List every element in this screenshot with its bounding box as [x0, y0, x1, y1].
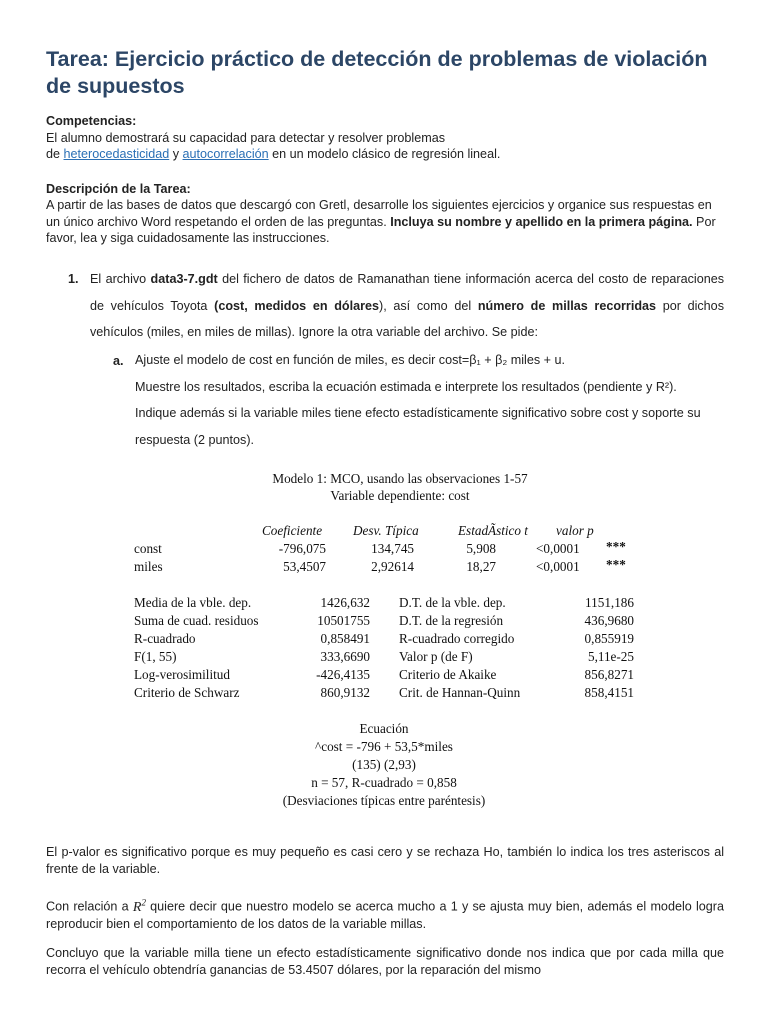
- stat-label: D.T. de la vble. dep.: [399, 595, 506, 610]
- answer-paragraph-2: [46, 894, 724, 933]
- answer-paragraph-3: Concluyo que la variable milla tiene un efecto estadísticamente significativo donde nos indica que por cada milla que recorra el vehículo obtendría ganancias de 53.4507 dólares, por la reparación del mismo: [46, 946, 724, 977]
- stat-value: 5,11e-25: [587, 649, 634, 664]
- descripcion-text2: Por favor, lea y siga cuidadosamente las instrucciones.: [46, 214, 716, 245]
- equation-note: (Desviaciones típicas entre paréntesis): [282, 793, 486, 808]
- stat-label: Criterio de Akaike: [399, 667, 497, 682]
- descripcion-bold: Incluya su nombre y apellido en la primera página.: [390, 214, 693, 229]
- stat-label: R-cuadrado corregido: [399, 631, 515, 646]
- link-autocorrelacion[interactable]: autocorrelación: [182, 147, 269, 161]
- equation-formula: ^cost = -796 + 53,5*miles: [315, 739, 453, 754]
- r-symbol: R: [132, 899, 142, 915]
- col-p: valor p: [556, 523, 594, 538]
- competencias-heading: Competencias:: [46, 114, 137, 128]
- answer2-post: quiere decir que nuestro modelo se acerca mucho a 1 y se ajusta muy bien, además el modelo logra reproducir bien el comportamiento de los datos de la variable millas.: [46, 899, 724, 932]
- row-t: 18,27: [466, 559, 496, 574]
- equation-se: (135) (2,93): [352, 757, 416, 772]
- answer2-pre: Con relación a: [46, 899, 133, 914]
- stat-value: 858,4151: [584, 685, 634, 700]
- competencias-post: en un modelo clásico de regresión lineal.: [268, 147, 501, 161]
- equation-label: Ecuación: [359, 721, 409, 736]
- q1-b1: data3-7.gdt: [150, 272, 218, 286]
- row-name: miles: [134, 559, 163, 574]
- q1-t2: del fichero de datos de Ramanathan tiene información acerca del costo de reparaciones de vehículos Toyota: [90, 272, 724, 313]
- stat-label: F(1, 55): [134, 649, 177, 664]
- stat-label: Criterio de Schwarz: [134, 685, 240, 700]
- row-p: <0,0001: [536, 541, 580, 556]
- descripcion-section: [46, 181, 724, 247]
- row-name: const: [134, 541, 162, 556]
- sub-a-line1: Ajuste el modelo de cost en función de miles, es decir cost=β₁ + β₂ miles + u.: [135, 353, 565, 367]
- stat-label: R-cuadrado: [134, 631, 196, 646]
- link-heterocedasticidad[interactable]: heterocedasticidad: [63, 147, 170, 161]
- equation-n: n = 57, R-cuadrado = 0,858: [311, 775, 457, 790]
- stat-value: 0,855919: [584, 631, 634, 646]
- descripcion-text1: A partir de las bases de datos que descargó con Gretl, desarrolle los siguientes ejercicios y organice sus respuestas en un único archivo Word respetando el orden de las preguntas.: [46, 198, 712, 229]
- stat-value: -426,4135: [316, 667, 370, 682]
- competencias-pre: de: [46, 147, 64, 161]
- stat-label: Valor p (de F): [399, 649, 473, 664]
- stat-value: 436,9680: [584, 613, 634, 628]
- stat-label: Crit. de Hannan-Quinn: [399, 685, 521, 700]
- stat-value: 856,8271: [584, 667, 634, 682]
- document-page: [46, 46, 724, 247]
- col-coef: Coeficiente: [262, 523, 323, 538]
- stat-value: 0,858491: [320, 631, 370, 646]
- row-coef: -796,075: [278, 541, 326, 556]
- equation-block: [184, 720, 584, 810]
- answer-paragraph-1: El p-valor es significativo porque es muy pequeño es casi cero y se rechaza Ho, también lo indica los tres asteriscos al frente de la variable.: [46, 845, 724, 876]
- sub-letter-a: a.: [113, 354, 124, 368]
- competencias-line1: El alumno demostrará su capacidad para detectar y resolver problemas: [46, 130, 446, 145]
- r-sup: 2: [141, 897, 146, 907]
- stat-label: Media de la vble. dep.: [134, 595, 252, 610]
- row-coef: 53,4507: [283, 559, 326, 574]
- competencias-mid: y: [169, 147, 183, 161]
- model-header: [180, 470, 620, 504]
- q1-b3: número de millas recorridas: [477, 298, 657, 313]
- row-p: <0,0001: [536, 559, 580, 574]
- col-se: Desv. Típica: [353, 523, 419, 538]
- sub-a-line2: Muestre los resultados, escriba la ecuación estimada e interprete los resultados (pendiente y R²). Indique además si la variable miles tiene efecto estadísticamente significativo sobre cost y soporte su respuesta (2 puntos).: [135, 379, 701, 447]
- row-se: 134,745: [371, 541, 414, 556]
- row-t: 5,908: [466, 541, 496, 556]
- stat-value: 10501755: [317, 613, 370, 628]
- q1-t3: ), así como del: [379, 298, 478, 313]
- q1-t4: por dichos vehículos (miles, en miles de millas). Ignore la otra variable del archivo. Se pide:: [90, 298, 724, 340]
- competencias-section: [46, 113, 724, 163]
- model-header1: Modelo 1: MCO, usando las observaciones 1-57: [272, 471, 528, 486]
- r-squared-symbol: [132, 897, 146, 915]
- question1-text: [90, 266, 724, 346]
- page-title: Tarea: Ejercicio práctico de detección de problemas de violación de supuestos: [46, 47, 708, 98]
- stat-value: 1426,632: [320, 595, 370, 610]
- stat-value: 333,6690: [320, 649, 370, 664]
- competencias-line2: [46, 146, 724, 163]
- q1-b2: (cost, medidos en dólares: [214, 298, 380, 313]
- model-header2: Variable dependiente: cost: [330, 488, 470, 503]
- row-stars: ***: [606, 539, 626, 554]
- stat-label: Suma de cuad. residuos: [134, 613, 259, 628]
- sub-a-text: [135, 347, 720, 453]
- row-stars: ***: [606, 557, 626, 572]
- stat-label: D.T. de la regresión: [399, 613, 504, 628]
- q1-t1: El archivo: [90, 272, 151, 286]
- stat-value: 1151,186: [585, 595, 634, 610]
- row-se: 2,92614: [371, 559, 414, 574]
- stat-label: Log-verosimilitud: [134, 667, 230, 682]
- descripcion-heading: Descripción de la Tarea:: [46, 181, 191, 196]
- stat-value: 860,9132: [320, 685, 370, 700]
- descripcion-text: [46, 197, 724, 247]
- question-number: 1.: [68, 272, 79, 286]
- col-t: EstadÃstico t: [458, 523, 528, 538]
